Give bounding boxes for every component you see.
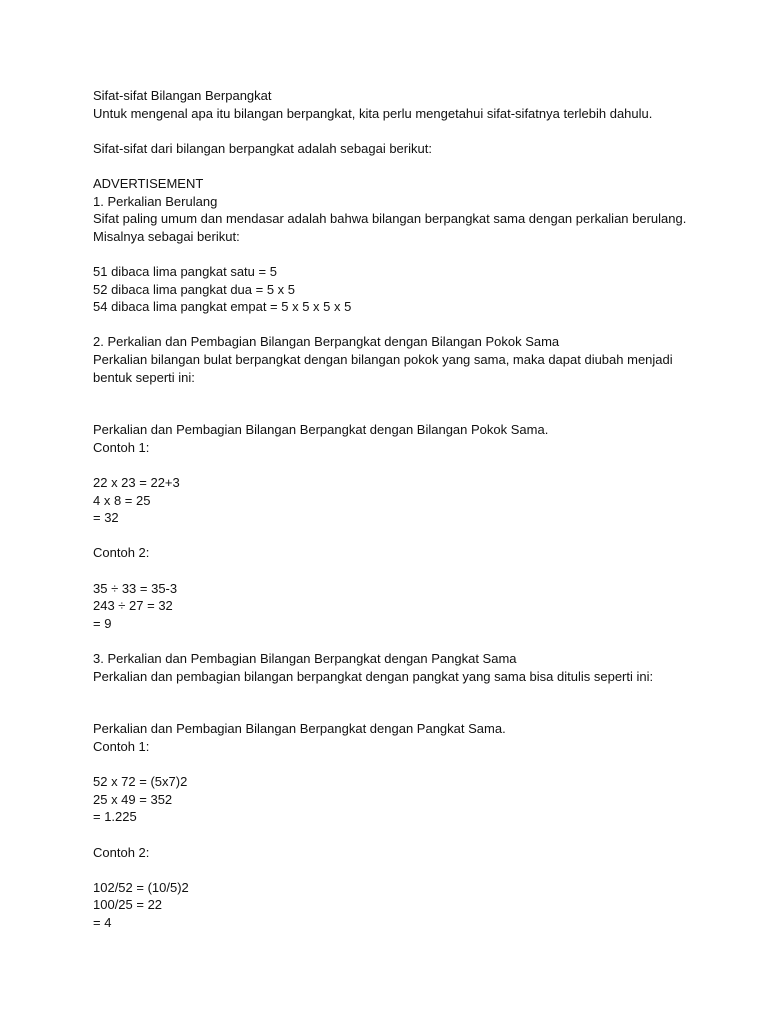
section3-contoh1-line: = 1.225: [93, 809, 137, 825]
section3-contoh1-label: Contoh 1:: [93, 738, 150, 754]
section3-contoh2-line: 102/52 = (10/5)2: [93, 879, 189, 895]
section2-subheading: Perkalian dan Pembagian Bilangan Berpangkat dengan Bilangan Pokok Sama.: [93, 422, 549, 438]
document-title: Sifat-sifat Bilangan Berpangkat: [93, 88, 272, 103]
section3-contoh1-line: 25 x 49 = 352: [93, 791, 173, 807]
section2-contoh2-line: 243 ÷ 27 = 32: [93, 598, 173, 614]
section3-contoh2-line: = 4: [93, 914, 112, 930]
section2-contoh2-line: 35 ÷ 33 = 35-3: [93, 580, 178, 596]
section1-body: Sifat paling umum dan mendasar adalah bahwa bilangan berpangkat sama dengan perkalian berulang. Misalnya sebagai berikut:: [93, 211, 687, 244]
intro-paragraph: Untuk mengenal apa itu bilangan berpangkat, kita perlu mengetahui sifat-sifatnya terlebih dahulu.: [93, 105, 653, 121]
section1-example-line: 51 dibaca lima pangkat satu = 5: [93, 263, 277, 279]
section3-contoh2-label: Contoh 2:: [93, 844, 150, 860]
section2-contoh1-label: Contoh 1:: [93, 439, 150, 455]
section3-contoh2-line: 100/25 = 22: [93, 897, 163, 913]
advertisement-label: ADVERTISEMENT: [93, 175, 204, 191]
section1-heading: 1. Perkalian Berulang: [93, 193, 218, 209]
section2-body: Perkalian bilangan bulat berpangkat dengan bilangan pokok yang sama, maka dapat diubah menjadi bentuk seperti ini:: [93, 351, 673, 385]
document-page: [93, 87, 693, 932]
section1-example-line: 52 dibaca lima pangkat dua = 5 x 5: [93, 281, 296, 297]
section3-contoh1-line: 52 x 72 = (5x7)2: [93, 774, 188, 790]
section3-subheading: Perkalian dan Pembagian Bilangan Berpangkat dengan Pangkat Sama.: [93, 721, 506, 737]
section2-contoh1-line: = 32: [93, 510, 119, 526]
list-intro-paragraph: Sifat-sifat dari bilangan berpangkat adalah sebagai berikut:: [93, 140, 432, 156]
section3-body: Perkalian dan pembagian bilangan berpangkat dengan pangkat yang sama bisa ditulis seperti ini:: [93, 668, 654, 684]
section2-heading: 2. Perkalian dan Pembagian Bilangan Berpangkat dengan Bilangan Pokok Sama: [93, 334, 560, 350]
section1-example-line: 54 dibaca lima pangkat empat = 5 x 5 x 5 x 5: [93, 299, 352, 315]
section2-contoh2-label: Contoh 2:: [93, 545, 150, 561]
section2-contoh1-line: 22 x 23 = 22+3: [93, 475, 180, 491]
section2-contoh1-line: 4 x 8 = 25: [93, 492, 151, 508]
section2-contoh2-line: = 9: [93, 615, 112, 631]
section3-heading: 3. Perkalian dan Pembagian Bilangan Berpangkat dengan Pangkat Sama: [93, 651, 517, 666]
